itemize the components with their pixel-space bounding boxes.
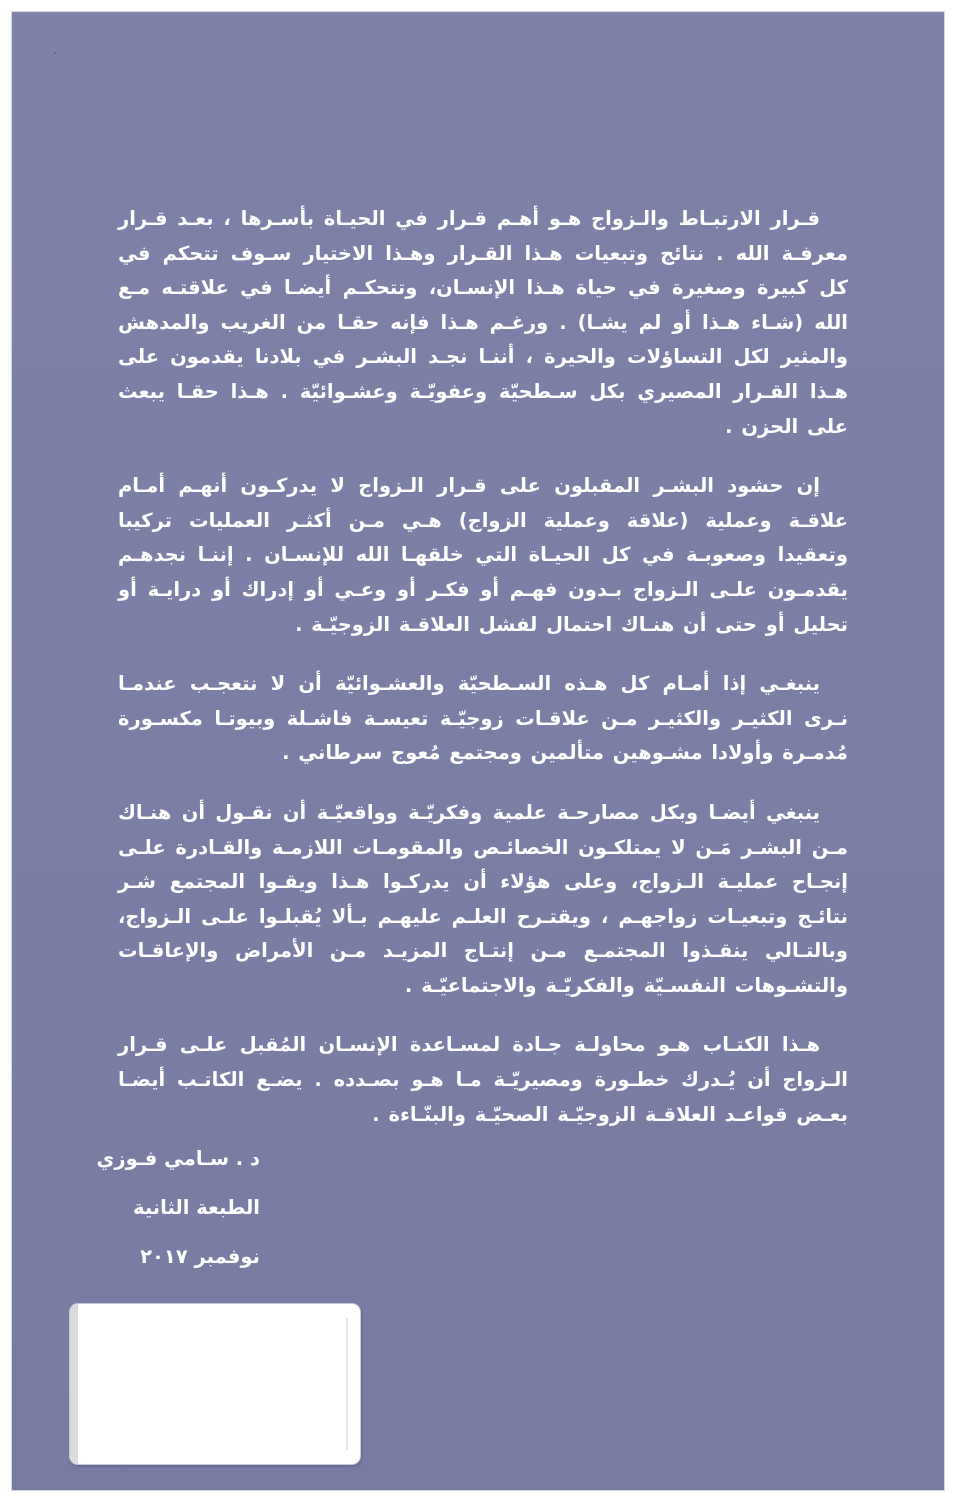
blank-price-sticker	[70, 1304, 360, 1464]
back-cover	[12, 12, 944, 1490]
publication-date: نوفمبر ٢٠١٧	[140, 1245, 260, 1268]
edition-label: الطبعة الثانية	[133, 1196, 260, 1219]
signature-block	[90, 1134, 260, 1281]
print-speck	[54, 52, 56, 54]
blurb-paragraph-4: ينبغي أيضـا وبكل مصارحـة علمية وفكريّـة وواقعيّـة أن نقـول أن هنـاك مـن البشـر مَـن لا يمتلكـون الخصائـص والمقومـات اللازمـة والقـادرة علـى إنجـاح عمليـة الـزواج، وعلى هؤلاء أن يدركـوا هـذا ويقـوا المجتمع شـر نتائـج وتبعيـات زواجهـم ، ويقتـرح العلـم عليهـم بـألا يُقبلـوا علـى الـزواج، وبالتـالي ينقـذوا المجتمـع مـن إنتـاج المزيـد مـن الأمراض والإعاقـات والتشـوهات النفسـيّة والفكريّـة والاجتماعيّـة .	[118, 800, 848, 997]
blurb-paragraph-3: ينبغـي إذا أمـام كل هـذه السـطحيّة والعشـوائيّة أن لا نتعجـب عندمـا نـرى الكثيـر والكثيـر مـن علاقـات زوجيّـة تعيسـة فاشـلة وبيوتـا مكسـورة مُدمـرة وأولادا مشـوهين متألمين ومجتمع مُعوج سرطاني .	[118, 672, 848, 765]
sticker-peeled-edge	[70, 1304, 78, 1464]
blurb-paragraph-5: هـذا الكتـاب هـو محاولـة جـادة لمسـاعدة الإنسـان المُقبل علـى قـرار الـزواج أن يُـدرك خطـورة ومصيريّـة مـا هـو بصـدده . يضـع الكاتـب أيضـا بعـض قواعـد العلاقـة الزوجيّـة الصحيّـة والبنّـاءة .	[118, 1033, 848, 1126]
sticker-crease	[346, 1318, 348, 1450]
blurb-text	[118, 202, 848, 1157]
blurb-paragraph-1: قـرار الارتبـاط والـزواج هـو أهـم قـرار في الحيـاة بأسـرها ، بعـد قـرار معرفـة الله . نتائج وتبعيات هـذا القـرار وهـذا الاختيار سـوف تتحكم في كل كبيرة وصغيرة في حياة هـذا الإنسـان، وتتحكـم أيضـا في علاقتـه مـع الله (شـاء هـذا أو لم يشـا) . ورغـم هـذا فإنه حقـا من الغريب والمدهش والمثير لكل التساؤلات والحيرة ، أننـا نجـد البشـر في بلادنا يقدمون على هـذا القـرار المصيري بكل سـطحيّة وعفويّـة وعشـوائيّة . هـذا حقـا يبعث على الحزن .	[118, 207, 848, 438]
author-name: د . سـامي فـوزي	[96, 1147, 260, 1170]
blurb-paragraph-2: إن حشود البشـر المقبلون على قـرار الـزواج لا يدركـون أنهـم أمـام علاقـة وعملية (علاقة وعملية الزواج) هـي مـن أكثـر العمليات تركيبا وتعقيدا وصعوبـة في كل الحيـاة التي خلقهـا الله للإنسـان . إننـا نجدهـم يقدمـون علـى الـزواج بـدون فهـم أو فكـر أو وعـي أو إدراك أو درايـة أو تحليل أو حتى أن هنـاك احتمال لفشل العلاقـة الزوجيّـة .	[118, 474, 848, 636]
